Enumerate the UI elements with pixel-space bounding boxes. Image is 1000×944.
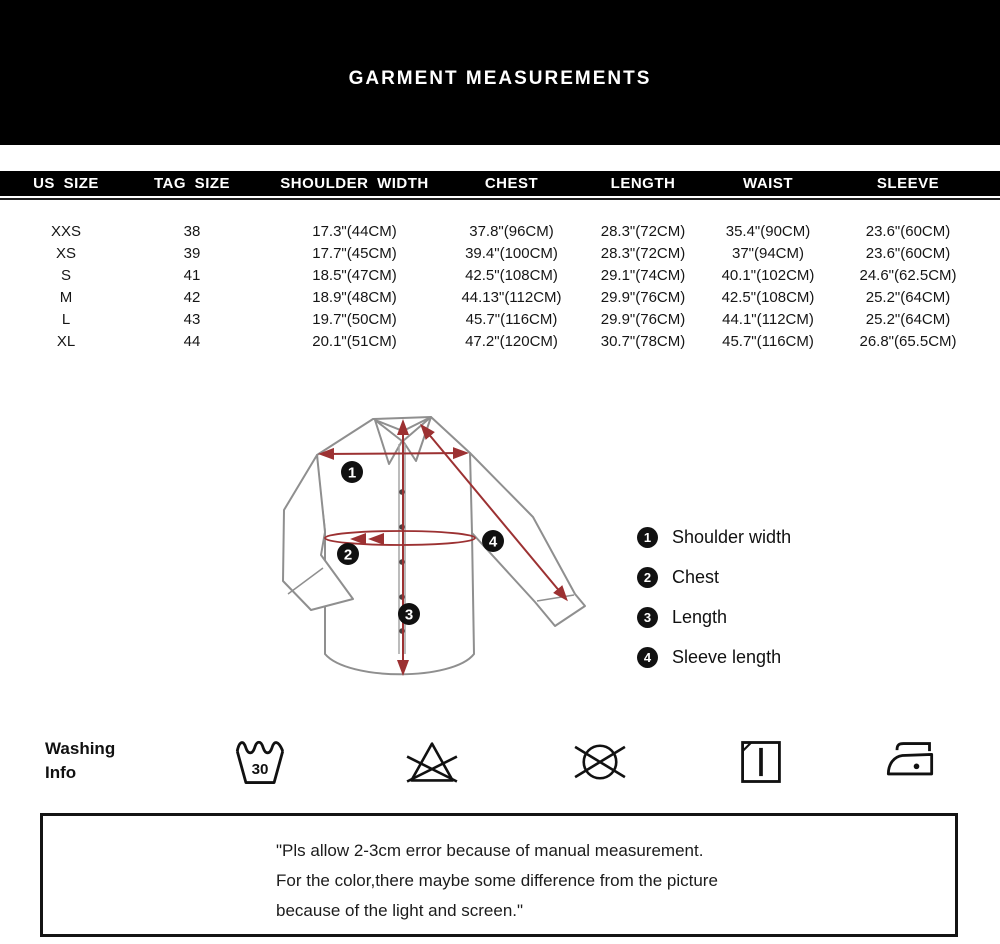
shirt-illustration-icon (263, 398, 623, 708)
size-cell: 20.1"(51CM) (312, 333, 397, 350)
badge-1: 1 (347, 464, 357, 482)
table-row-xs (0, 243, 1000, 265)
size-cell: 43 (183, 311, 201, 328)
size-cell: 37.8"(96CM) (469, 223, 554, 240)
size-cell: 26.8"(65.5CM) (859, 333, 957, 350)
size-cell: 23.6"(60CM) (865, 223, 951, 240)
legend-badge-4: 4 (637, 647, 658, 668)
size-cell: 37"(94CM) (731, 245, 804, 262)
legend-label: Chest (672, 567, 720, 587)
column-header-sleeve: SLEEVE (876, 175, 940, 192)
size-cell: 30.7"(78CM) (600, 333, 686, 350)
size-cell: 38 (183, 223, 201, 240)
column-header-length: LENGTH (610, 175, 676, 192)
column-header-waist: WAIST (743, 175, 793, 192)
size-cell: 18.9"(48CM) (312, 289, 397, 306)
size-cell: L (61, 311, 71, 328)
legend-item-length (637, 607, 877, 628)
column-header-chest: CHEST (484, 175, 539, 192)
legend-badge-3: 3 (637, 607, 658, 628)
legend-item-chest (637, 567, 877, 588)
table-row-s (0, 265, 1000, 287)
do-not-dry-clean-icon (574, 736, 626, 788)
size-cell: 18.5"(47CM) (312, 267, 397, 284)
page-title: GARMENT MEASUREMENTS (348, 68, 652, 89)
size-cell: 44.1"(112CM) (722, 311, 814, 328)
column-header-shoulder-width: SHOULDER WIDTH (280, 175, 429, 192)
size-cell: 29.9"(76CM) (600, 289, 686, 306)
size-cell: 40.1"(102CM) (721, 267, 815, 284)
do-not-bleach-icon (406, 736, 458, 788)
badge-2: 2 (343, 546, 353, 564)
size-cell: 45.7"(116CM) (722, 333, 814, 350)
size-cell: 25.2"(64CM) (865, 311, 951, 328)
legend-badge-1: 1 (637, 527, 658, 548)
size-cell: S (60, 267, 71, 284)
disclaimer-line-3: because of the light and screen." (276, 901, 524, 920)
size-cell: 41 (183, 267, 201, 284)
legend-item-shoulder-width (637, 527, 877, 548)
size-cell: 29.9"(76CM) (600, 311, 686, 328)
size-cell: 44.13"(112CM) (461, 289, 562, 306)
size-table-body (0, 221, 1000, 353)
iron-low-heat-icon (884, 736, 936, 788)
size-cell: 39.4"(100CM) (465, 245, 558, 262)
wash-temp-value: 30 (251, 760, 269, 778)
measurement-legend (637, 527, 877, 687)
legend-label: Length (672, 607, 728, 627)
size-cell: M (59, 289, 73, 306)
badge-4: 4 (488, 533, 498, 551)
size-cell: 17.7"(45CM) (312, 245, 397, 262)
size-cell: 29.1"(74CM) (600, 267, 686, 284)
size-cell: 28.3"(72CM) (600, 245, 686, 262)
size-table-header (0, 171, 1000, 196)
size-cell: 24.6"(62.5CM) (859, 267, 957, 284)
size-cell: 47.2"(120CM) (465, 333, 558, 350)
washing-info-label-line1: Washing (45, 739, 116, 758)
badge-3: 3 (404, 606, 414, 624)
shirt-diagram (263, 398, 623, 708)
size-cell: 25.2"(64CM) (865, 289, 951, 306)
legend-label: Shoulder width (672, 527, 792, 547)
disclaimer-line-2: For the color,there maybe some difference from the picture (276, 871, 718, 890)
size-cell: 17.3"(44CM) (312, 223, 397, 240)
legend-item-sleeve-length (637, 647, 877, 668)
disclaimer-note-box (40, 813, 958, 937)
table-header-rule (0, 198, 1000, 200)
table-row-xxs (0, 221, 1000, 243)
washing-info-label-line2: Info (45, 763, 77, 782)
column-header-us-size: US SIZE (33, 175, 99, 192)
table-row-xl (0, 331, 1000, 353)
machine-wash-30-icon (234, 736, 286, 788)
size-cell: 23.6"(60CM) (865, 245, 951, 262)
size-cell: 39 (183, 245, 201, 262)
size-cell: 28.3"(72CM) (600, 223, 686, 240)
size-cell: 44 (183, 333, 201, 350)
table-row-l (0, 309, 1000, 331)
column-header-tag-size: TAG SIZE (153, 175, 231, 192)
drip-dry-icon (735, 736, 787, 788)
legend-badge-2: 2 (637, 567, 658, 588)
size-cell: 19.7"(50CM) (312, 311, 397, 328)
size-cell: 42.5"(108CM) (465, 267, 558, 284)
size-cell: XL (56, 333, 76, 350)
disclaimer-text (276, 836, 718, 926)
size-cell: 42.5"(108CM) (721, 289, 815, 306)
size-cell: XS (55, 245, 76, 262)
title-banner (0, 0, 1000, 145)
size-cell: XXS (50, 223, 81, 240)
size-cell: 35.4"(90CM) (725, 223, 811, 240)
disclaimer-line-1: "Pls allow 2-3cm error because of manual measurement. (276, 841, 704, 860)
legend-label: Sleeve length (672, 647, 782, 667)
size-cell: 45.7"(116CM) (465, 311, 558, 328)
washing-info-label (45, 737, 115, 785)
size-cell: 42 (183, 289, 201, 306)
table-row-m (0, 287, 1000, 309)
